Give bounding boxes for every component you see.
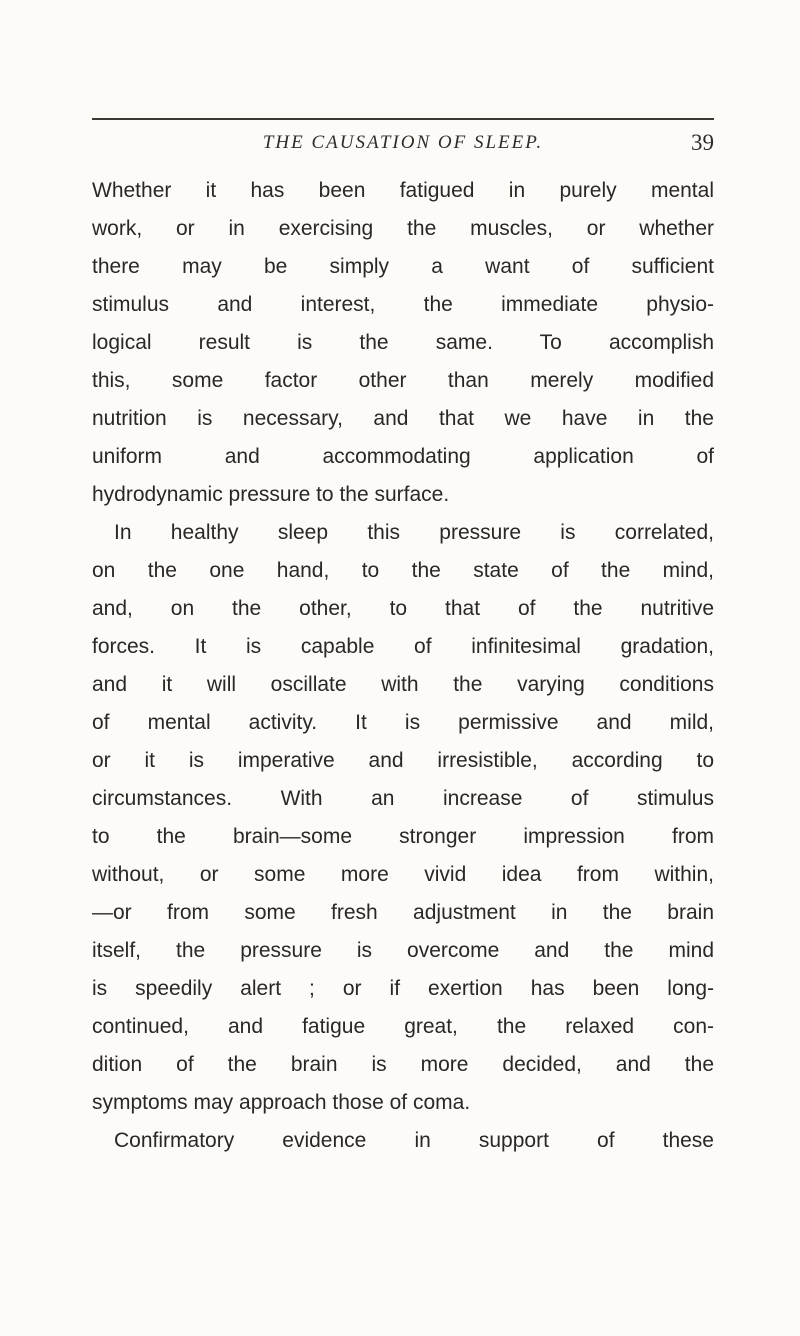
text-line: symptoms may approach those of coma. (92, 1091, 471, 1114)
header-rule (92, 118, 714, 120)
text-line: stimulus and interest, the immediate physio- (92, 293, 714, 316)
text-line: there may be simply a want of sufficient (92, 255, 714, 278)
text-line: to the brain—some stronger impression from (92, 825, 714, 848)
text-line: logical result is the same. To accomplish (92, 331, 714, 354)
text-line: itself, the pressure is overcome and the mind (92, 939, 714, 962)
text-line: is speedily alert ; or if exertion has been long- (92, 977, 714, 1000)
text-line: and, on the other, to that of the nutritive (92, 597, 714, 620)
text-line: without, or some more vivid idea from within, (92, 863, 714, 886)
text-line: uniform and accommodating application of (92, 445, 714, 468)
text-line: work, or in exercising the muscles, or whether (92, 217, 714, 240)
text-line: and it will oscillate with the varying conditions (92, 673, 714, 696)
text-line: In healthy sleep this pressure is correlated, (114, 521, 714, 544)
running-title: THE CAUSATION OF SLEEP. (262, 132, 544, 153)
text-line: hydrodynamic pressure to the surface. (92, 483, 450, 506)
text-line: or it is imperative and irresistible, according to (92, 749, 714, 772)
text-line: this, some factor other than merely modified (92, 369, 714, 392)
running-head (92, 130, 714, 164)
page-number: 39 (691, 130, 714, 155)
text-line: circumstances. With an increase of stimulus (92, 787, 714, 810)
text-line: nutrition is necessary, and that we have in the (92, 407, 714, 430)
text-line: Confirmatory evidence in support of these (114, 1129, 714, 1152)
body-text (92, 172, 714, 1160)
text-line: dition of the brain is more decided, and the (92, 1053, 714, 1076)
text-line: on the one hand, to the state of the mind, (92, 559, 714, 582)
text-line: continued, and fatigue great, the relaxed con- (92, 1015, 714, 1038)
text-line: Whether it has been fatigued in purely mental (92, 179, 714, 202)
text-line: —or from some fresh adjustment in the brain (92, 901, 714, 924)
text-line: forces. It is capable of infinitesimal gradation, (92, 635, 714, 658)
text-line: of mental activity. It is permissive and mild, (92, 711, 714, 734)
